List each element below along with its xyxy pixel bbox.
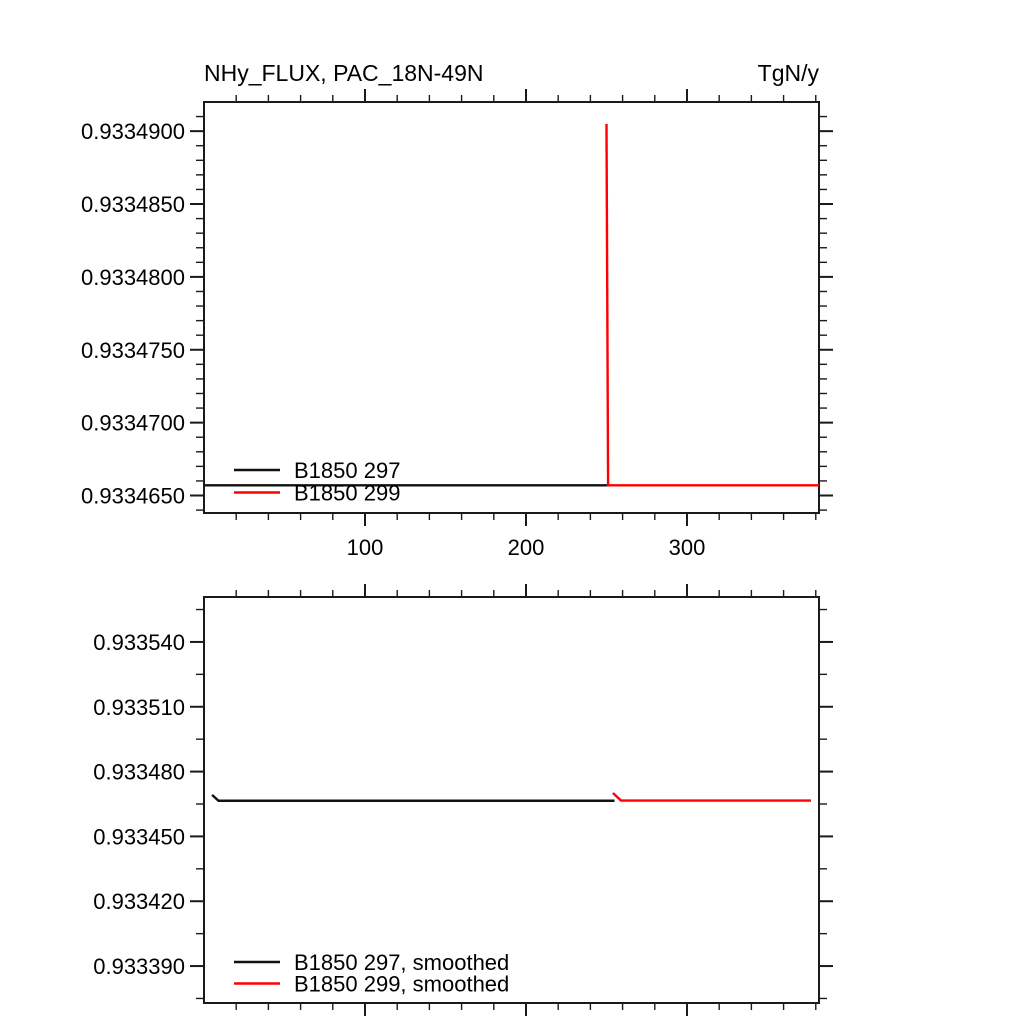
legend-label: B1850 299: [294, 480, 401, 506]
units-label: TgN/y: [757, 60, 819, 86]
y-tick-label: 0.933420: [93, 889, 185, 915]
legend-label: B1850 297, smoothed: [294, 950, 510, 975]
x-tick-label: 100: [346, 535, 384, 560]
y-tick-label: 0.933540: [93, 629, 185, 655]
y-tick-label: 0.9334900: [81, 119, 185, 145]
plot-title: NHy_FLUX, PAC_18N-49N: [204, 60, 484, 86]
y-tick-label: 0.933480: [93, 759, 185, 785]
y-tick-label: 0.9334850: [81, 192, 185, 218]
legend-label: B1850 299, smoothed: [294, 971, 510, 997]
legend-label: B1850 297: [294, 458, 401, 483]
y-tick-label: 0.9334700: [81, 410, 185, 436]
y-tick-label: 0.933450: [93, 824, 185, 850]
y-tick-label: 0.9334750: [81, 337, 185, 363]
y-tick-label: 0.933510: [93, 694, 185, 720]
y-tick-label: 0.9334650: [81, 483, 185, 509]
x-tick-label: 300: [668, 535, 706, 560]
y-tick-label: 0.9334800: [81, 264, 185, 290]
x-tick-label: 200: [507, 535, 545, 560]
y-tick-label: 0.933390: [93, 954, 185, 980]
